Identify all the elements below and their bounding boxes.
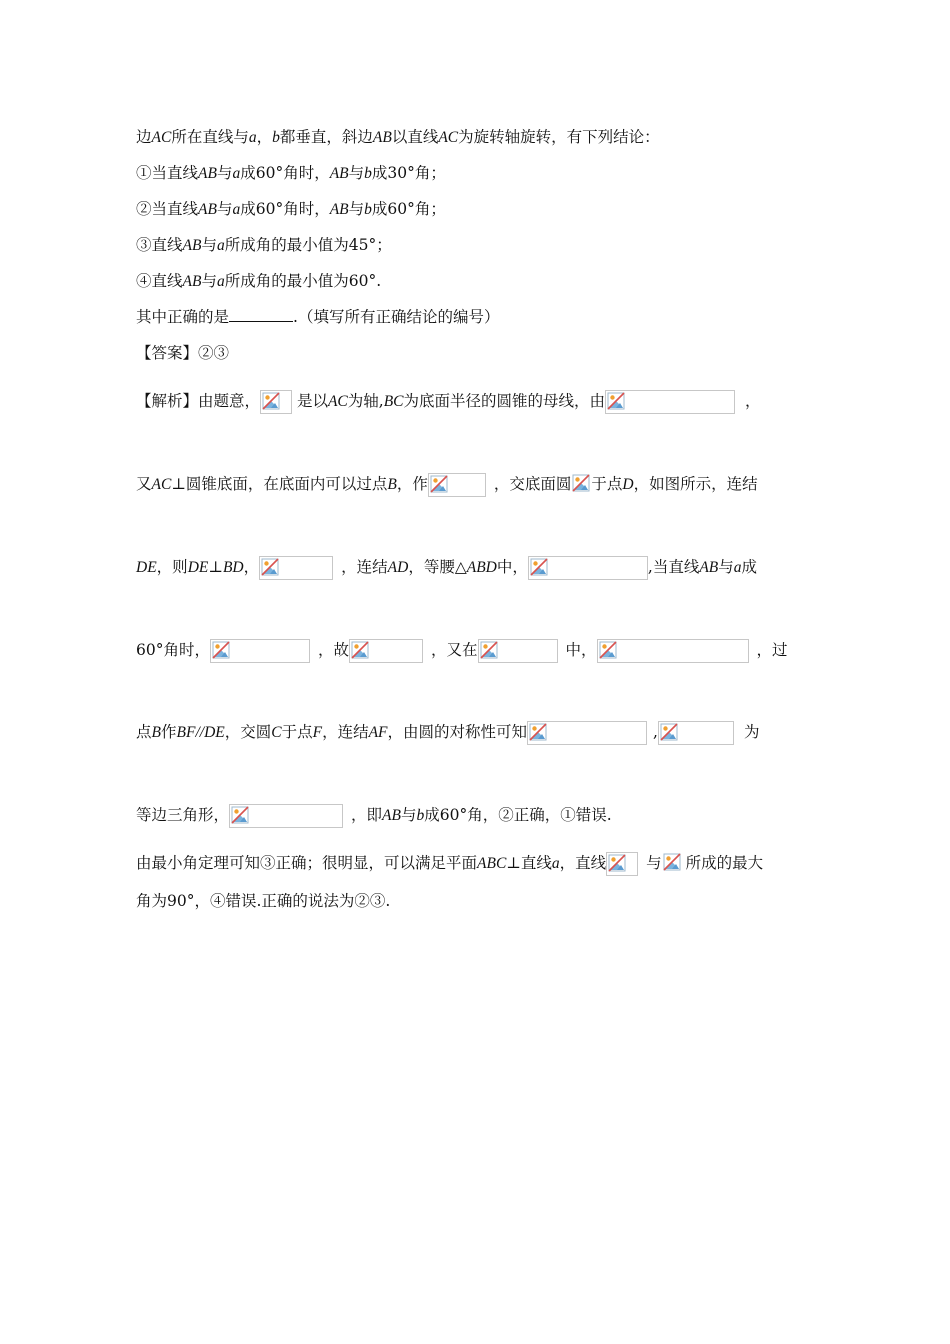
- formula-image: [571, 473, 591, 497]
- text: ④直线: [136, 272, 183, 290]
- text: 成30°角；: [371, 164, 446, 182]
- text: ①当直线: [136, 164, 199, 182]
- broken-image-icon: [351, 641, 369, 659]
- text-line-15: [136, 891, 390, 911]
- text: 与: [201, 236, 217, 254]
- text: ，连结: [322, 723, 369, 741]
- math-var: B: [387, 476, 397, 493]
- text: ，直线: [559, 854, 607, 872]
- text: ，又在: [431, 641, 478, 659]
- text: 60°角时，: [136, 641, 210, 659]
- math-var: DE: [204, 724, 225, 741]
- text: ，: [745, 392, 761, 410]
- text: 所在直线与: [171, 128, 249, 146]
- text: 中，: [496, 558, 528, 576]
- math-var: a: [232, 165, 241, 182]
- math-var: //: [195, 724, 205, 741]
- text: 作: [160, 723, 177, 741]
- text: 与: [348, 200, 365, 218]
- math-var: BD: [222, 559, 244, 576]
- text: 与: [400, 806, 417, 824]
- broken-image-icon: [430, 475, 448, 493]
- math-var: a: [216, 237, 225, 254]
- text: 都垂直，斜边: [279, 128, 373, 146]
- math-var: AB: [372, 129, 392, 146]
- text: ，: [243, 558, 260, 576]
- math-var: b: [416, 807, 425, 824]
- text: 为轴,: [347, 392, 384, 410]
- broken-image-icon: [572, 474, 590, 492]
- text: ，过: [756, 641, 788, 659]
- text: 以直线: [391, 128, 439, 146]
- math-var: AB: [198, 201, 217, 218]
- text: 为旋转轴旋转，有下列结论：: [458, 128, 660, 146]
- text: 由最小角定理可知③正确；很明显，可以满足平面: [136, 854, 478, 872]
- text: ，交底面圆: [493, 475, 572, 493]
- math-var: AF: [368, 724, 388, 741]
- text: 与: [646, 854, 662, 872]
- text-line-1: [136, 127, 660, 148]
- math-var: AB: [329, 201, 349, 218]
- broken-image-icon: [663, 853, 681, 871]
- formula-image: [527, 721, 647, 745]
- broken-image-icon: [529, 723, 547, 741]
- formula-image: [478, 639, 558, 663]
- text: ，连结: [341, 558, 388, 576]
- text: 于点: [591, 475, 623, 493]
- broken-image-icon: [660, 723, 678, 741]
- formula-image: [259, 556, 333, 580]
- text: ，则: [156, 558, 188, 576]
- text: 角为90°，④错误.正确的说法为②③.: [136, 892, 391, 910]
- text: 是以: [296, 392, 328, 410]
- math-var: a: [232, 201, 241, 218]
- math-var: a: [733, 559, 742, 576]
- text-line-4: [136, 235, 392, 256]
- text: ，作: [396, 475, 428, 493]
- broken-image-icon: [607, 392, 625, 410]
- text-line-5: [136, 271, 381, 292]
- math-var: AC: [151, 129, 172, 146]
- text: ,: [653, 723, 658, 741]
- text: 【解析】由题意，: [136, 392, 261, 410]
- math-var: DE: [187, 559, 209, 576]
- formula-image: [658, 721, 734, 745]
- text-line-6: [136, 307, 499, 327]
- math-var: F: [312, 724, 323, 741]
- broken-image-icon: [261, 558, 279, 576]
- math-var: a: [216, 273, 225, 290]
- text: ，: [256, 128, 273, 146]
- math-var: AB: [329, 165, 349, 182]
- text: ，即: [351, 806, 383, 824]
- math-var: a: [551, 855, 560, 872]
- math-var: AC: [438, 129, 459, 146]
- broken-image-icon: [480, 641, 498, 659]
- text: 其中正确的是: [136, 308, 230, 326]
- text: ，如图所示，连结: [633, 475, 758, 493]
- text: 又: [136, 475, 152, 493]
- math-var: C: [271, 724, 282, 741]
- math-var: b: [364, 201, 372, 218]
- text: 与: [718, 558, 734, 576]
- formula-image: [605, 390, 735, 414]
- text-line-9: [136, 473, 758, 497]
- text-line-11: [136, 639, 788, 663]
- text: ⊥: [208, 558, 223, 576]
- formula-image: [662, 852, 682, 876]
- answer-line: [136, 343, 229, 363]
- text: 中，: [565, 641, 597, 659]
- text: ,当直线: [647, 558, 700, 576]
- math-var: ABD: [466, 559, 497, 576]
- text: 边: [136, 128, 152, 146]
- math-var: AB: [699, 559, 719, 576]
- text: 与: [348, 164, 365, 182]
- text: 点: [136, 723, 152, 741]
- text: 成60°角时，: [240, 200, 330, 218]
- text: 与: [216, 164, 233, 182]
- broken-image-icon: [262, 392, 280, 410]
- broken-image-icon: [530, 558, 548, 576]
- formula-image: [260, 390, 292, 414]
- text: 所成角的最小值为60°.: [224, 272, 382, 290]
- text: 成60°角；: [371, 200, 446, 218]
- formula-image: [349, 639, 423, 663]
- broken-image-icon: [212, 641, 230, 659]
- math-var: AC: [151, 476, 172, 493]
- text: ⊥直线: [506, 854, 552, 872]
- math-var: BF: [176, 724, 196, 741]
- text: 成60°角，②正确，①错误.: [424, 806, 612, 824]
- text: 成: [741, 558, 758, 576]
- math-var: AB: [198, 165, 217, 182]
- formula-image: [210, 639, 310, 663]
- math-var: DE: [136, 559, 157, 576]
- formula-image: [606, 852, 638, 876]
- math-var: ABC: [477, 855, 507, 872]
- text: 与: [216, 200, 233, 218]
- text: 为: [743, 723, 760, 741]
- formula-image: [528, 556, 648, 580]
- math-var: b: [272, 129, 280, 146]
- math-var: B: [151, 724, 161, 741]
- text: ②当直线: [136, 200, 199, 218]
- math-var: AB: [382, 807, 401, 824]
- text: ，交圆: [224, 723, 272, 741]
- text: ，故: [317, 641, 349, 659]
- broken-image-icon: [608, 854, 626, 872]
- broken-image-icon: [599, 641, 617, 659]
- text-line-8: [136, 390, 761, 414]
- text-line-10: [136, 556, 757, 580]
- formula-image: [597, 639, 749, 663]
- math-var: D: [622, 476, 634, 493]
- formula-image: [229, 804, 343, 828]
- text: 与: [201, 272, 217, 290]
- formula-image: [428, 473, 486, 497]
- math-var: AC: [327, 393, 348, 410]
- math-var: BC: [383, 393, 404, 410]
- text: 所成角的最小值为45°；: [224, 236, 392, 254]
- text: ，由圆的对称性可知: [387, 723, 528, 741]
- text: 于点: [281, 723, 313, 741]
- broken-image-icon: [231, 806, 249, 824]
- text: ，等腰△: [408, 558, 467, 576]
- answer-blank: [229, 307, 293, 322]
- math-var: AD: [387, 559, 409, 576]
- text-line-12: [136, 721, 760, 745]
- text-line-3: [136, 199, 446, 220]
- text-line-13: [136, 804, 612, 828]
- math-var: b: [364, 165, 372, 182]
- math-var: AB: [182, 273, 202, 290]
- text: 成60°角时，: [240, 164, 330, 182]
- text-line-2: [136, 163, 446, 184]
- math-var: AB: [182, 237, 202, 254]
- text-line-14: [136, 852, 763, 876]
- text: ③直线: [136, 236, 183, 254]
- text: .（填写所有正确结论的编号）: [293, 308, 500, 326]
- text: 为底面半径的圆锥的母线，由: [403, 392, 606, 410]
- text: 所成的最大: [685, 854, 764, 872]
- text: ⊥圆锥底面，在底面内可以过点: [171, 475, 388, 493]
- math-var: a: [248, 129, 257, 146]
- answer-text: 【答案】②③: [136, 344, 230, 362]
- text: 等边三角形，: [136, 806, 230, 824]
